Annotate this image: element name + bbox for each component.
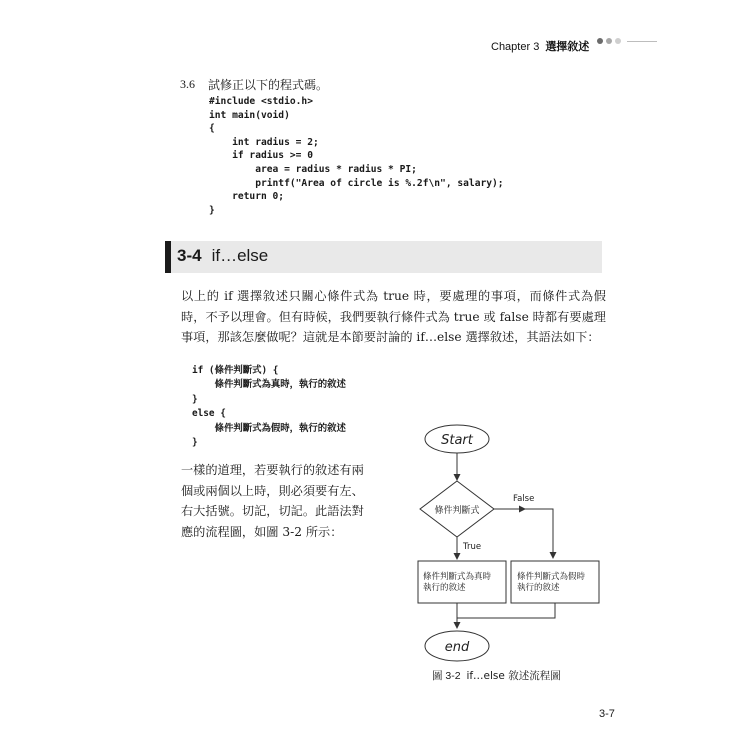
- true-process-box: [418, 561, 506, 603]
- start-label: Start: [441, 433, 473, 448]
- figure-title: if…else 敘述流程圖: [466, 670, 561, 682]
- code-line: else {: [192, 408, 226, 420]
- section-heading-accent: [165, 241, 171, 273]
- code-line: }: [192, 437, 198, 449]
- code-line: {: [209, 123, 215, 135]
- code-line: if radius >= 0: [209, 150, 313, 162]
- figure-number: 圖 3-2: [432, 670, 461, 682]
- code-line: int radius = 2;: [209, 136, 319, 148]
- code-line: if (條件判斷式) {: [192, 365, 279, 376]
- false-label: False: [513, 494, 535, 504]
- syntax-code: [192, 364, 346, 450]
- body-paragraph-2: [181, 460, 381, 542]
- exercise-text: 試修正以下的程式碼。: [208, 78, 329, 92]
- header-dot-2: [606, 38, 612, 44]
- flowchart: [410, 418, 610, 663]
- code-line: #include <stdio.h>: [209, 96, 313, 107]
- code-line: 條件判斷式為假時，執行的敘述: [192, 422, 346, 434]
- exercise-code: [209, 95, 504, 217]
- running-header: [491, 38, 589, 54]
- false-box-line-2: 執行的敘述: [517, 583, 560, 593]
- condition-label: 條件判斷式: [434, 506, 480, 516]
- true-label: True: [463, 542, 482, 552]
- chapter-label: Chapter 3: [491, 41, 540, 53]
- paragraph-line: 一樣的道理，若要執行的敘述有兩: [181, 463, 364, 477]
- paragraph-line: 應的流程圖，如圖 3-2 所示：: [181, 524, 343, 539]
- code-line: printf("Area of circle is %.2f\n", salary);: [209, 177, 504, 189]
- page-number: 3-7: [599, 708, 615, 720]
- section-heading: [177, 246, 268, 266]
- false-box-line-1: 條件判斷式為假時: [517, 572, 586, 582]
- end-label: end: [444, 640, 470, 655]
- header-dot-3: [615, 38, 621, 44]
- merge-line: [457, 603, 555, 618]
- code-line: return 0;: [209, 191, 285, 203]
- false-branch-line: [525, 509, 553, 558]
- exercise-number: 3.6: [180, 77, 195, 91]
- header-decoration: [597, 38, 657, 44]
- true-box-line-1: 條件判斷式為真時: [423, 572, 492, 582]
- code-line: int main(void): [209, 109, 290, 121]
- code-line: }: [192, 393, 198, 405]
- section-number: 3-4: [177, 246, 202, 265]
- header-rule: [627, 41, 657, 42]
- code-line: }: [209, 204, 215, 216]
- figure-caption: [432, 668, 561, 683]
- header-dot-1: [597, 38, 603, 44]
- code-line: 條件判斷式為真時，執行的敘述: [192, 379, 346, 391]
- code-line: area = radius * radius * PI;: [209, 163, 417, 175]
- paragraph-line: 個或兩個以上時，則必須要有左、: [181, 483, 364, 498]
- true-box-line-2: 執行的敘述: [423, 583, 466, 593]
- chapter-section-label: 選擇敘述: [545, 40, 590, 53]
- body-paragraph: 以上的 if 選擇敘述只關心條件式為 true 時，要處理的事項，而條件式為假時，不予以理會。但有時候，我們要執行條件式為 true 或 false 時都有要處理事項，那該怎麼做呢？這就是本節要討論的 if…else 選擇敘述，其語法如下：: [181, 289, 606, 344]
- paragraph-line: 右大括號。切記，切記。此語法對: [181, 504, 364, 518]
- false-process-box: [511, 561, 599, 603]
- section-title: if…else: [211, 246, 269, 265]
